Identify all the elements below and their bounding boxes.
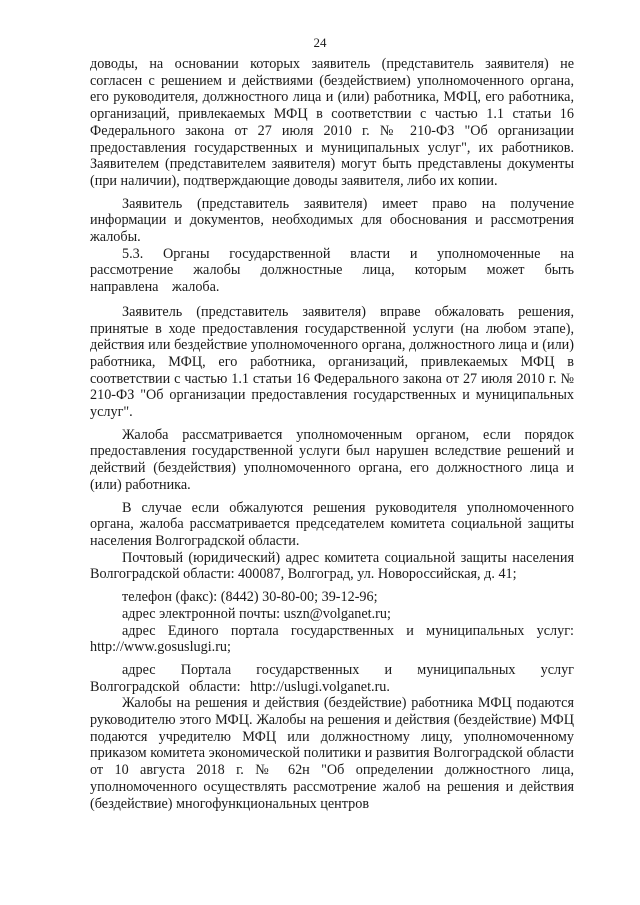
paragraph-head-appeal: В случае если обжалуются решения руководителя уполномоченного органа, жалоба рассматривается председателем комитета социальной защиты населения Волгоградской области. bbox=[90, 499, 574, 549]
paragraph-appeal-right: Заявитель (представитель заявителя) вправе обжаловать решения, принятые в ходе предоставления государственной услуги (на любом этапе), действия или бездействие уполномоченного органа, должностного лица и (или) работника, МФЦ, его работника, организаций, привлекаемых МФЦ в соответствии с частью 1.1 статьи 16 Федерального закона от 27 июля 2010 г. № 210-ФЗ "Об организации предоставления государственных и муниципальных услуг". bbox=[90, 303, 574, 421]
paragraph-complaint-considered: Жалоба рассматривается уполномоченным органом, если порядок предоставления государственной услуги был нарушен вследствие решений и действий (бездействия) уполномоченного органа, его должностного лица и (или) работника. bbox=[90, 426, 574, 493]
paragraph-phone: телефон (факс): (8442) 30-80-00; 39-12-96; bbox=[122, 589, 378, 606]
paragraph-email: адрес электронной почты: uszn@volganet.ru; bbox=[122, 605, 391, 622]
paragraph-gosuslugi-portal: адрес Единого портала государственных и муниципальных услуг: http://www.gosuslugi.ru; bbox=[90, 622, 574, 656]
paragraph-regional-portal: адрес Портала государственных и муниципальных услуг Волгоградской области: http://uslugi.volganet.ru. bbox=[90, 661, 574, 695]
paragraph-right-to-information: Заявитель (представитель заявителя) имеет право на получение информации и документов, необходимых для обоснования и рассмотрения жалобы. bbox=[90, 195, 574, 246]
paragraph-mfc-complaints: Жалобы на решения и действия (бездействие) работника МФЦ подаются руководителю этого МФЦ. Жалобы на решения и действия (бездействие) МФЦ подаются учредителю МФЦ или должностному лицу, уполномоченному приказом комитета экономической политики и развития Волгоградской области от 10 августа 2018 г. № 62н "Об определении должностного лица, уполномоченного осуществлять рассмотрение жалоб на решения и действия (бездействие) многофункциональных центров bbox=[90, 695, 574, 812]
paragraph-postal-address: Почтовый (юридический) адрес комитета социальной защиты населения Волгоградской области: 400087, Волгоград, ул. Новороссийская, д. 41; bbox=[90, 549, 574, 583]
page-number: 24 bbox=[313, 35, 327, 50]
section-5-3-heading: 5.3. Органы государственной власти и уполномоченные на рассмотрение жалобы должностные лица, которым может быть направлена жалоба. bbox=[90, 245, 574, 296]
paragraph-continued: доводы, на основании которых заявитель (представитель заявителя) не согласен с решением и действиями (бездействием) уполномоченного органа, его руководителя, должностного лица и (или) работника, МФЦ, его работника, организаций, привлекаемых МФЦ в соответствии с частью 1.1 статьи 16 Федерального закона от 27 июля 2010 г. № 210-ФЗ "Об организации предоставления государственных и муниципальных услуг", их работников. Заявителем (представителем заявителя) могут быть представлены документы (при наличии), подтверждающие доводы заявителя, либо их копии. bbox=[90, 56, 574, 189]
document-body bbox=[90, 56, 574, 812]
